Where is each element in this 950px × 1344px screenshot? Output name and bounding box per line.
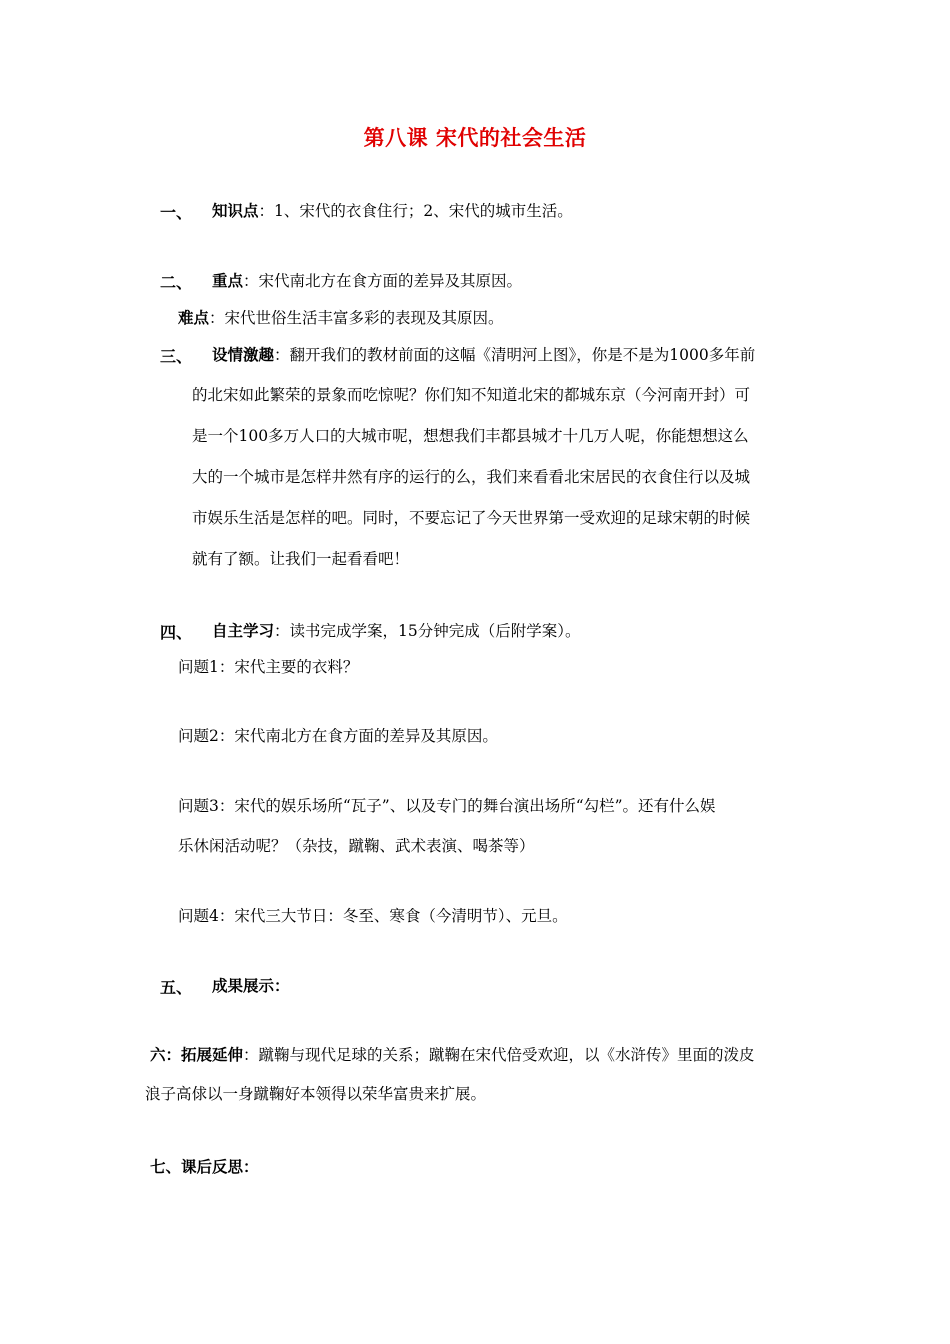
difficulty-text: ：宋代世俗生活丰富多彩的表现及其原因。	[209, 309, 504, 327]
section-6-line-2: 浪子高俅以一身蹴鞠好本领得以荣华富贵来扩展。	[145, 1085, 487, 1103]
section-7-label: 七、课后反思：	[150, 1157, 259, 1176]
section-4-label: 自主学习	[212, 621, 275, 640]
section-4-text: ：读书完成学案，15分钟完成（后附学案）。	[274, 622, 581, 640]
section-1-number: 一、	[160, 203, 193, 222]
lesson-title: 第八课 宋代的社会生活	[363, 125, 587, 150]
question-3: 问题3：宋代的娱乐场所“瓦子”、以及专门的舞台演出场所“勾栏”。还有什么娱	[178, 797, 716, 815]
section-1-label: 知识点	[212, 201, 259, 220]
section-6-label: 六：拓展延伸	[150, 1045, 244, 1064]
section-1-text: ：1、宋代的衣食住行；2、宋代的城市生活。	[258, 202, 573, 220]
section-3-number: 三、	[160, 347, 193, 366]
section-4-content	[212, 621, 581, 641]
section-3-line: 大的一个城市是怎样井然有序的运行的么，我们来看看北宋居民的衣食住行以及城	[192, 468, 751, 486]
section-3-first-line	[212, 345, 755, 365]
section-6-text: ：蹴鞠与现代足球的关系；蹴鞠在宋代倍受欢迎，以《水浒传》里面的泼皮	[243, 1046, 755, 1064]
question-1: 问题1：宋代主要的衣料？	[178, 658, 359, 676]
section-6-content	[150, 1045, 755, 1065]
section-3-line: 是一个100多万人口的大城市呢，想想我们丰都县城才十几万人呢，你能想想这么	[192, 427, 749, 445]
key-point-text: ：宋代南北方在食方面的差异及其原因。	[243, 272, 523, 290]
question-3-continued: 乐休闲活动呢？（杂技，蹴鞠、武术表演、喝茶等）	[178, 837, 535, 855]
section-1-content	[212, 201, 573, 221]
key-point-label: 重点	[212, 271, 244, 290]
question-2: 问题2：宋代南北方在食方面的差异及其原因。	[178, 727, 498, 745]
section-5-label: 成果展示：	[212, 976, 290, 995]
question-4: 问题4：宋代三大节日：冬至、寒食（今清明节）、元旦。	[178, 907, 568, 925]
section-3-text: ：翻开我们的教材前面的这幅《清明河上图》，你是不是为1000多年前	[274, 346, 756, 364]
section-3-label: 设情激趣	[212, 345, 275, 364]
difficulty-label: 难点	[178, 308, 210, 327]
section-3-line: 就有了额。让我们一起看看吧！	[192, 550, 410, 568]
section-3-line: 市娱乐生活是怎样的吧。同时，不要忘记了今天世界第一受欢迎的足球宋朝的时候	[192, 509, 751, 527]
section-4-number: 四、	[160, 623, 193, 642]
section-5-number: 五、	[160, 978, 193, 997]
section-2-content	[212, 271, 522, 291]
difficulty-line	[178, 308, 504, 328]
section-2-number: 二、	[160, 273, 193, 292]
section-3-line: 的北宋如此繁荣的景象而吃惊呢？你们知不知道北宋的都城东京（今河南开封）可	[192, 386, 751, 404]
